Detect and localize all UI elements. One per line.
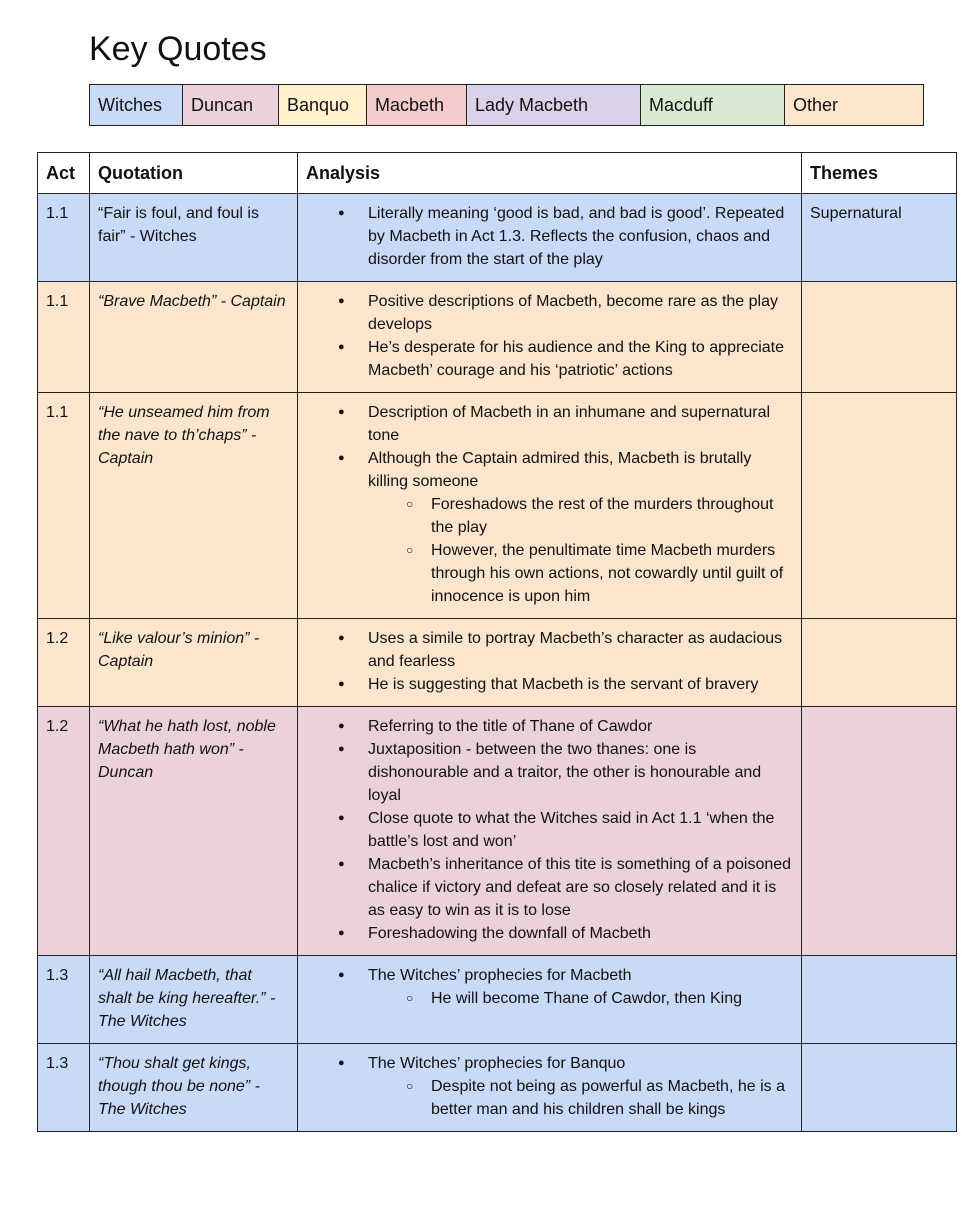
legend-item-witches: Witches [90,85,183,126]
quotation-cell: “Brave Macbeth” - Captain [90,282,298,393]
analysis-bullet [306,715,793,738]
table-row [38,393,957,619]
themes-cell [802,393,957,619]
themes-cell [802,707,957,956]
legend-item-macduff: Macduff [641,85,785,126]
analysis-sub-bullet: ○ Despite not being as powerful as Macbeth, he is a better man and his children shall be kings [368,1075,793,1121]
legend-item-lady-macbeth: Lady Macbeth [467,85,641,126]
analysis-bullet-list [306,202,793,271]
themes-cell [802,282,957,393]
analysis-sub-bullet-list [368,493,793,608]
legend-item-macbeth: Macbeth [367,85,467,126]
table-body [38,194,957,1132]
act-cell: 1.1 [38,393,90,619]
analysis-bullet [306,922,793,945]
act-cell: 1.1 [38,194,90,282]
analysis-bullet [306,202,793,271]
analysis-bullet-text: Literally meaning ‘good is bad, and bad is good’. Repeated by Macbeth in Act 1.3. Reflects the confusion, chaos and disorder from the start of the play [368,205,785,268]
analysis-cell [298,194,802,282]
table-row [38,282,957,393]
themes-cell: Supernatural [802,194,957,282]
analysis-bullet-list [306,964,793,1010]
analysis-bullet [306,807,793,853]
legend-item-other: Other [785,85,924,126]
analysis-bullet-text: Macbeth’s inheritance of this tite is something of a poisoned chalice if victory and defeat are so closely related and it is as easy to win as it is to lose [368,856,792,919]
table-row [38,194,957,282]
table-row [38,956,957,1044]
analysis-cell [298,956,802,1044]
quotation-cell: “He unseamed him from the nave to th’chaps” - Captain [90,393,298,619]
act-cell: 1.2 [38,707,90,956]
key-quotes-table [37,152,957,1132]
page-title: Key Quotes [89,30,267,68]
quotation-cell: “Thou shalt get kings, though thou be none” - The Witches [90,1044,298,1132]
analysis-sub-bullet: ○ However, the penultimate time Macbeth murders through his own actions, not cowardly until guilt of innocence is upon him [368,539,793,608]
analysis-bullet-text: Although the Captain admired this, Macbeth is brutally killing someone [368,450,752,490]
themes-cell [802,1044,957,1132]
quotation-cell: “Like valour’s minion” - Captain [90,619,298,707]
analysis-bullet-text: The Witches’ prophecies for Banquo [368,1055,626,1072]
character-color-legend [89,84,924,126]
analysis-bullet-list [306,627,793,696]
header-quotation: Quotation [90,153,298,194]
header-analysis: Analysis [298,153,802,194]
analysis-bullet-text: Description of Macbeth in an inhumane and supernatural tone [368,404,771,444]
analysis-bullet-text: Referring to the title of Thane of Cawdor [368,718,653,735]
analysis-cell [298,1044,802,1132]
analysis-bullet [306,336,793,382]
analysis-cell [298,393,802,619]
analysis-bullet-text: He’s desperate for his audience and the King to appreciate Macbeth’ courage and his ‘patriotic’ actions [368,339,784,379]
analysis-bullet-list [306,1052,793,1121]
header-act: Act [38,153,90,194]
legend-item-banquo: Banquo [279,85,367,126]
analysis-cell [298,619,802,707]
analysis-bullet-text: Positive descriptions of Macbeth, become rare as the play develops [368,293,778,333]
analysis-bullet [306,673,793,696]
quotation-cell: “All hail Macbeth, that shalt be king hereafter.” - The Witches [90,956,298,1044]
analysis-bullet [306,853,793,922]
table-header-row [38,153,957,194]
analysis-bullet [306,290,793,336]
act-cell: 1.3 [38,956,90,1044]
themes-cell [802,956,957,1044]
analysis-bullet-text: The Witches’ prophecies for Macbeth [368,967,632,984]
analysis-bullet-text: Foreshadowing the downfall of Macbeth [368,925,651,942]
analysis-bullet [306,1052,793,1121]
analysis-bullet-text: Juxtaposition - between the two thanes: one is dishonourable and a traitor, the other is honourable and loyal [368,741,762,804]
quotation-cell: “What he hath lost, noble Macbeth hath won” - Duncan [90,707,298,956]
table-row [38,707,957,956]
analysis-bullet-list [306,401,793,608]
analysis-sub-bullet-list [368,987,793,1010]
analysis-bullet-list [306,715,793,945]
analysis-bullet [306,447,793,608]
table-row [38,619,957,707]
header-themes: Themes [802,153,957,194]
analysis-bullet [306,964,793,1010]
analysis-bullet-text: He is suggesting that Macbeth is the servant of bravery [368,676,759,693]
themes-cell [802,619,957,707]
analysis-cell [298,282,802,393]
analysis-cell [298,707,802,956]
act-cell: 1.3 [38,1044,90,1132]
analysis-bullet [306,401,793,447]
act-cell: 1.1 [38,282,90,393]
analysis-bullet-list [306,290,793,382]
analysis-bullet-text: Uses a simile to portray Macbeth’s character as audacious and fearless [368,630,783,670]
quotation-cell: “Fair is foul, and foul is fair” - Witches [90,194,298,282]
table-row [38,1044,957,1132]
analysis-bullet [306,627,793,673]
analysis-bullet [306,738,793,807]
analysis-sub-bullet: ○ Foreshadows the rest of the murders throughout the play [368,493,793,539]
legend-item-duncan: Duncan [183,85,279,126]
legend-row [90,85,924,126]
analysis-sub-bullet-list [368,1075,793,1121]
analysis-sub-bullet: ○ He will become Thane of Cawdor, then King [368,987,793,1010]
act-cell: 1.2 [38,619,90,707]
analysis-bullet-text: Close quote to what the Witches said in Act 1.1 ‘when the battle’s lost and won’ [368,810,775,850]
